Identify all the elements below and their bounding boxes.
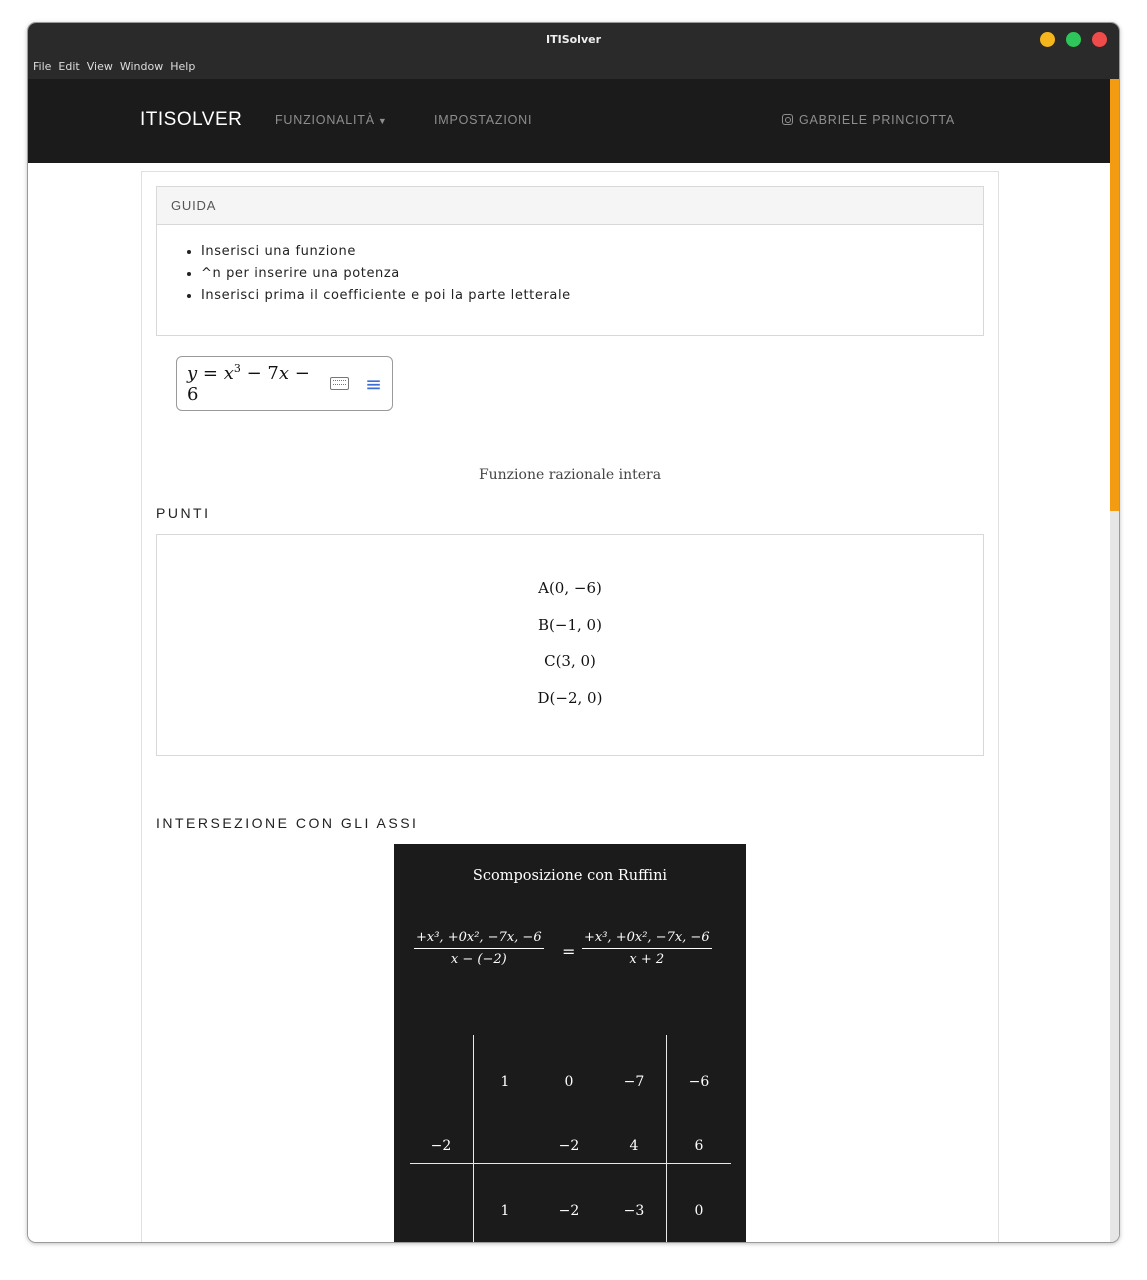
rhs-numerator: +x³, +0x², −7x, −6 <box>582 930 712 949</box>
nav-features-label: FUNZIONALITÀ <box>275 113 375 127</box>
hamburger-menu-icon[interactable]: ≡ <box>365 371 382 396</box>
vertical-scrollbar[interactable] <box>1110 79 1119 1243</box>
guide-item: • Inserisci una funzione <box>201 241 983 263</box>
ruffini-divisor: −2 <box>430 1138 452 1154</box>
ruffini-coefficient: −7 <box>623 1074 645 1090</box>
intersections-title: INTERSEZIONE CON GLI ASSI <box>156 815 419 831</box>
window-controls <box>1040 32 1107 47</box>
ruffini-title: Scomposizione con Ruffini <box>472 868 668 884</box>
guide-item: • ^n per inserire una potenza <box>201 263 983 285</box>
title-bar <box>28 23 1119 79</box>
ruffini-coefficient: 1 <box>500 1074 510 1090</box>
author-name: GABRIELE PRINCIOTTA <box>799 113 955 127</box>
menu-window[interactable]: Window <box>119 60 164 73</box>
menu-view[interactable]: View <box>86 60 113 73</box>
menu-bar <box>33 60 195 73</box>
guide-panel <box>156 186 984 336</box>
ruffini-card <box>394 844 746 1243</box>
guide-list <box>157 225 983 307</box>
brand-link[interactable]: ITISOLVER <box>140 109 243 130</box>
points-title: PUNTI <box>156 505 211 521</box>
scrollbar-thumb[interactable] <box>1110 79 1119 511</box>
nav-features[interactable] <box>275 113 388 127</box>
ruffini-product: 4 <box>629 1138 639 1154</box>
function-expression: $y = x^3 - 7x - 6$ <box>187 362 310 405</box>
ruffini-right-divider <box>666 1035 667 1242</box>
keyboard-icon[interactable] <box>330 377 349 390</box>
point-item: B(−1, 0) <box>538 615 602 634</box>
ruffini-result: −3 <box>623 1203 645 1219</box>
guide-title: GUIDA <box>157 187 983 225</box>
point-item: D(−2, 0) <box>537 688 603 707</box>
ruffini-coefficient: −6 <box>688 1074 710 1090</box>
nav-settings[interactable]: IMPOSTAZIONI <box>434 113 533 127</box>
function-input[interactable] <box>176 356 393 411</box>
menu-file[interactable]: File <box>33 60 52 73</box>
points-box <box>156 534 984 756</box>
ruffini-horizontal-divider <box>410 1163 731 1164</box>
point-item: C(3, 0) <box>544 652 596 670</box>
point-item: A(0, −6) <box>538 579 602 597</box>
app-window <box>27 22 1120 1243</box>
ruffini-result: −2 <box>558 1203 580 1219</box>
minimize-button[interactable] <box>1040 32 1055 47</box>
ruffini-coefficient: 0 <box>564 1074 574 1090</box>
ruffini-rhs-fraction <box>582 930 712 967</box>
ruffini-product: −2 <box>558 1138 580 1154</box>
window-title: ITISolver <box>546 33 601 46</box>
menu-edit[interactable]: Edit <box>58 60 80 73</box>
author-link[interactable] <box>782 113 955 127</box>
ruffini-left-divider <box>473 1035 474 1242</box>
function-type: Funzione razionale intera <box>478 467 662 483</box>
menu-help[interactable]: Help <box>170 60 196 73</box>
caret-down-icon: ▼ <box>377 116 388 126</box>
lhs-numerator: +x³, +0x², −7x, −6 <box>414 930 544 949</box>
page-content <box>28 79 1111 1243</box>
rhs-denominator: x + 2 <box>629 952 665 967</box>
ruffini-result: 0 <box>694 1203 704 1219</box>
close-button[interactable] <box>1092 32 1107 47</box>
ruffini-result: 1 <box>500 1203 510 1219</box>
ruffini-product: 6 <box>694 1138 704 1154</box>
equals-sign: = <box>562 942 576 961</box>
ruffini-lhs-fraction <box>414 930 544 967</box>
lhs-denominator: x − (−2) <box>450 952 507 967</box>
guide-item: • Inserisci prima il coefficiente e poi la parte letterale <box>201 285 983 307</box>
instagram-icon <box>782 114 793 125</box>
navbar <box>28 79 1111 163</box>
maximize-button[interactable] <box>1066 32 1081 47</box>
